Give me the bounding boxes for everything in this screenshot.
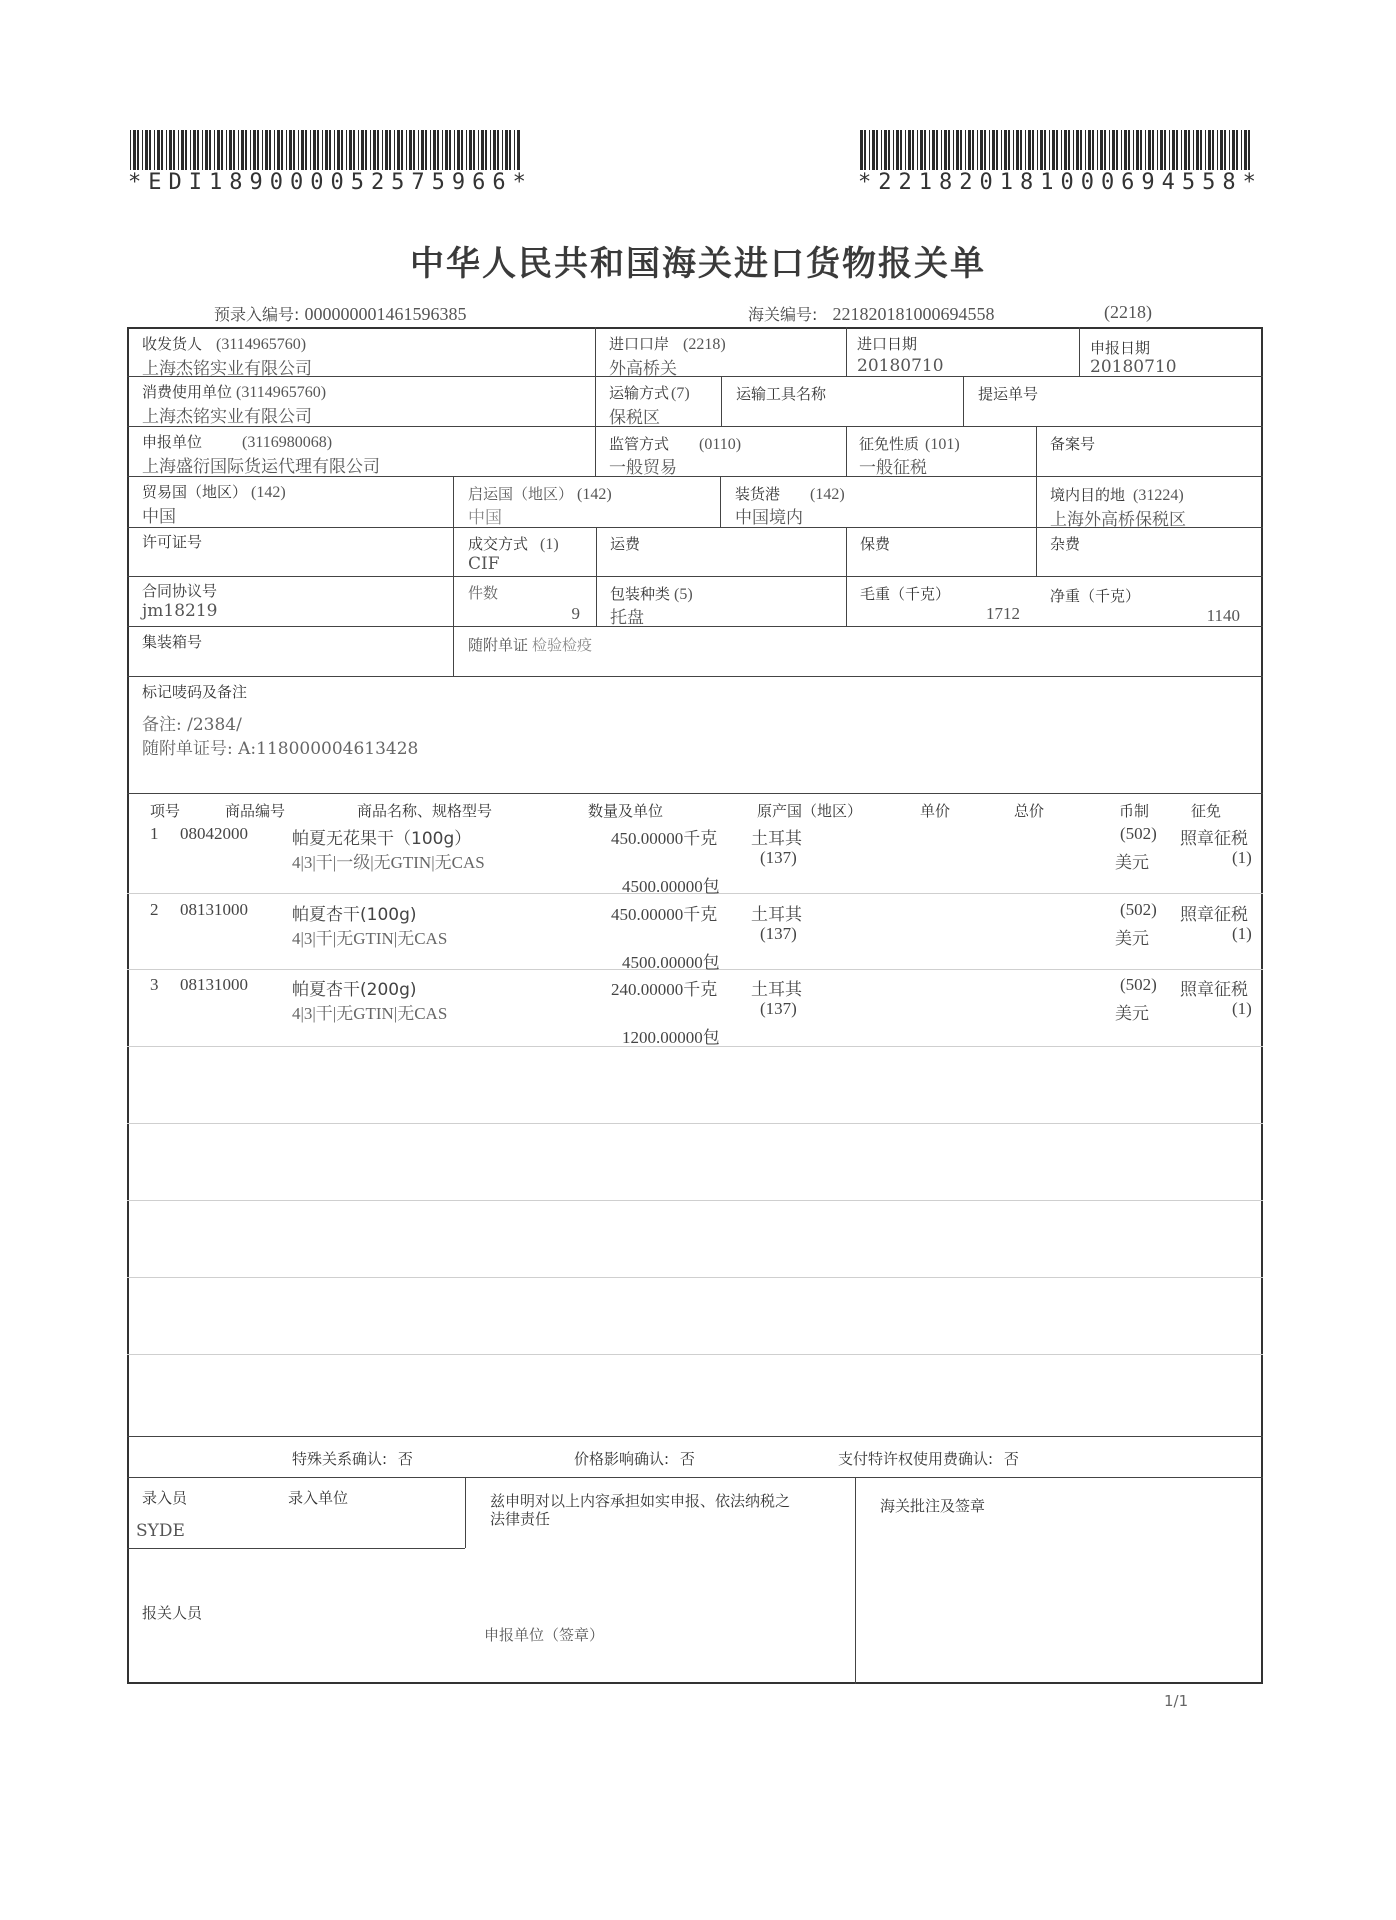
customs-number [748, 302, 995, 325]
item-levy-code: (1) [1232, 848, 1252, 867]
item-currency-code: (502) [1120, 975, 1157, 994]
item-levy: 照章征税 [1180, 980, 1248, 1000]
declare-date-value: 20180710 [1090, 357, 1177, 377]
price-influence-confirm: 价格影响确认: 否 [574, 1450, 695, 1468]
pre-entry-value: 000000001461596385 [304, 304, 467, 324]
declare-date-label: 申报日期 [1090, 339, 1151, 357]
misc-label: 杂费 [1050, 535, 1081, 553]
col-divider [595, 327, 596, 476]
customs-approval-label: 海关批注及签章 [880, 1497, 986, 1515]
item-code: 08042000 [180, 824, 248, 843]
royalty-confirm: 支付特许权使用费确认: 否 [838, 1450, 1019, 1468]
col-divider [596, 527, 597, 626]
row-divider [127, 1477, 1263, 1478]
consumer-value: 上海杰铭实业有限公司 [142, 407, 312, 427]
license-label: 许可证号 [142, 533, 203, 551]
item-currency: 美元 [1115, 929, 1149, 949]
item-origin: 土耳其 [751, 829, 802, 849]
col-divider [1036, 476, 1037, 576]
item-origin-code: (137) [760, 999, 797, 1018]
transport-mode-label: 运输方式 (7) [609, 384, 690, 402]
item-origin-code: (137) [760, 848, 797, 867]
consignee-label: 收发货人 (3114965760) [142, 335, 307, 353]
customs-no-value: 221820181000694558 [832, 304, 995, 324]
col-header-total-price: 总价 [1014, 802, 1045, 820]
entry-unit-label: 录入单位 [288, 1489, 349, 1507]
transport-tool-label: 运输工具名称 [736, 385, 827, 403]
item-no: 2 [150, 900, 159, 919]
customs-no-label: 海关编号: [748, 305, 818, 324]
item-quantity: 240.00000千克 [611, 980, 718, 999]
item-currency: 美元 [1115, 1004, 1149, 1024]
entry-box-bottom [127, 1548, 465, 1549]
col-divider [465, 1477, 466, 1548]
row-divider [127, 793, 1263, 794]
origin-country-label: 启运国（地区） (142) [468, 485, 612, 503]
net-value: 1140 [1206, 606, 1240, 625]
goods-divider [127, 1354, 1263, 1355]
item-levy-code: (1) [1232, 999, 1252, 1018]
item-no: 1 [150, 824, 159, 843]
special-relation-confirm: 特殊关系确认: 否 [292, 1450, 413, 1468]
col-header-origin: 原产国（地区） [757, 802, 863, 820]
item-levy: 照章征税 [1180, 905, 1248, 925]
col-divider [720, 476, 721, 527]
customs-code [1104, 302, 1152, 323]
docs-label: 随附单证 检验检疫 [468, 636, 593, 654]
bill-label: 提运单号 [978, 385, 1039, 403]
row-divider [127, 626, 1263, 627]
destination-label: 境内目的地 (31224) [1050, 486, 1184, 504]
item-currency-code: (502) [1120, 900, 1157, 919]
col-header-quantity: 数量及单位 [588, 802, 664, 820]
item-name: 帕夏无花果干（100g） [292, 829, 472, 849]
destination-value: 上海外高桥保税区 [1050, 510, 1186, 530]
item-quantity: 450.00000千克 [611, 905, 718, 924]
item-name: 帕夏杏干(200g) [292, 980, 417, 1000]
item-code: 08131000 [180, 975, 248, 994]
item-quantity-2: 1200.00000包 [622, 1028, 720, 1047]
col-divider [846, 327, 847, 377]
broker-label: 报关人员 [142, 1604, 203, 1622]
net-label: 净重（千克） [1050, 587, 1141, 605]
pieces-value: 9 [571, 604, 580, 623]
import-port-label: 进口口岸 (2218) [609, 335, 726, 353]
loading-port-value: 中国境内 [735, 508, 803, 528]
item-name: 帕夏杏干(100g) [292, 905, 417, 925]
trade-country-label: 贸易国（地区） (142) [142, 483, 286, 501]
freight-label: 运费 [610, 535, 641, 553]
col-divider [721, 376, 722, 426]
item-origin: 土耳其 [751, 905, 802, 925]
item-code: 08131000 [180, 900, 248, 919]
consignee-value: 上海杰铭实业有限公司 [142, 359, 312, 379]
barcode-left [130, 130, 522, 170]
customs-code-value: (2218) [1104, 302, 1152, 322]
origin-country-value: 中国 [468, 508, 502, 528]
declaration-statement: 兹申明对以上内容承担如实申报、依法纳税之 [490, 1492, 791, 1510]
contract-label: 合同协议号 [142, 582, 218, 600]
col-header-code: 商品编号 [225, 802, 286, 820]
item-spec: 4|3|干|一级|无GTIN|无CAS [292, 853, 485, 872]
doc-number-line: 随附单证号: A:118000004613428 [142, 739, 419, 759]
deal-mode-label: 成交方式 (1) [468, 535, 559, 553]
import-port-value: 外高桥关 [609, 359, 677, 379]
trade-country-value: 中国 [142, 507, 176, 527]
col-divider [846, 426, 847, 476]
declaration-statement-line2: 法律责任 [490, 1510, 551, 1528]
item-currency-code: (502) [1120, 824, 1157, 843]
item-levy-code: (1) [1232, 924, 1252, 943]
col-header-levy: 征免 [1191, 802, 1222, 820]
declarant-sign-label: 申报单位（签章） [484, 1626, 605, 1644]
col-header-currency: 币制 [1119, 802, 1150, 820]
barcode-right-text: *221820181000694558* [858, 170, 1263, 195]
supervision-value: 一般贸易 [609, 458, 677, 478]
row-divider [127, 576, 1263, 577]
entry-clerk-value: SYDE [136, 1521, 185, 1541]
record-label: 备案号 [1050, 435, 1096, 453]
marks-label: 标记唛码及备注 [142, 683, 248, 701]
package-value: 托盘 [610, 608, 644, 628]
pre-entry-number [214, 302, 467, 325]
levy-label: 征免性质 (101) [859, 435, 960, 453]
gross-value: 1712 [986, 604, 1020, 623]
import-date-label: 进口日期 [857, 335, 918, 353]
col-divider [855, 1477, 856, 1684]
contract-value: jm18219 [142, 601, 218, 621]
pre-entry-label: 预录入编号: [214, 305, 300, 324]
goods-divider [127, 1277, 1263, 1278]
transport-mode-value: 保税区 [609, 408, 660, 428]
page-number: 1/1 [1164, 1692, 1189, 1710]
col-divider [1079, 327, 1080, 377]
goods-divider [127, 1123, 1263, 1124]
supervision-label: 监管方式 (0110) [609, 435, 742, 453]
item-origin: 土耳其 [751, 980, 802, 1000]
col-header-unit-price: 单价 [920, 802, 951, 820]
package-label: 包装种类 (5) [610, 585, 693, 603]
item-quantity-2: 4500.00000包 [622, 877, 720, 896]
remark-line: 备注: /2384/ [142, 715, 242, 735]
col-header-item-no: 项号 [150, 802, 181, 820]
import-date-value: 20180710 [857, 356, 944, 376]
col-divider [1036, 426, 1037, 476]
item-quantity-2: 4500.00000包 [622, 953, 720, 972]
item-spec: 4|3|干|无GTIN|无CAS [292, 929, 448, 948]
loading-port-label: 装货港 (142) [735, 485, 845, 503]
levy-value: 一般征税 [859, 458, 927, 478]
consumer-label: 消费使用单位 (3114965760) [142, 383, 327, 401]
docs-value: 检验检疫 [532, 636, 593, 654]
barcode-right [860, 130, 1253, 170]
declarant-value: 上海盛衍国际货运代理有限公司 [142, 457, 380, 477]
col-header-name: 商品名称、规格型号 [357, 802, 493, 820]
container-label: 集装箱号 [142, 633, 203, 651]
insurance-label: 保费 [860, 535, 891, 553]
declarant-label: 申报单位 (3116980068) [142, 433, 333, 451]
gross-label: 毛重（千克） [860, 585, 951, 603]
pieces-label: 件数 [468, 584, 499, 602]
barcode-left-text: *EDI189000052575966* [128, 170, 533, 195]
item-no: 3 [150, 975, 159, 994]
deal-mode-value: CIF [468, 554, 500, 574]
entry-clerk-label: 录入员 [142, 1489, 188, 1507]
item-currency: 美元 [1115, 853, 1149, 873]
item-levy: 照章征税 [1180, 829, 1248, 849]
col-divider [846, 527, 847, 626]
item-quantity: 450.00000千克 [611, 829, 718, 848]
col-divider [453, 476, 454, 676]
col-divider [963, 376, 964, 426]
page-title: 中华人民共和国海关进口货物报关单 [410, 244, 986, 284]
row-divider [127, 1436, 1263, 1437]
item-spec: 4|3|干|无GTIN|无CAS [292, 1004, 448, 1023]
goods-divider [127, 1200, 1263, 1201]
item-origin-code: (137) [760, 924, 797, 943]
row-divider [127, 676, 1263, 677]
